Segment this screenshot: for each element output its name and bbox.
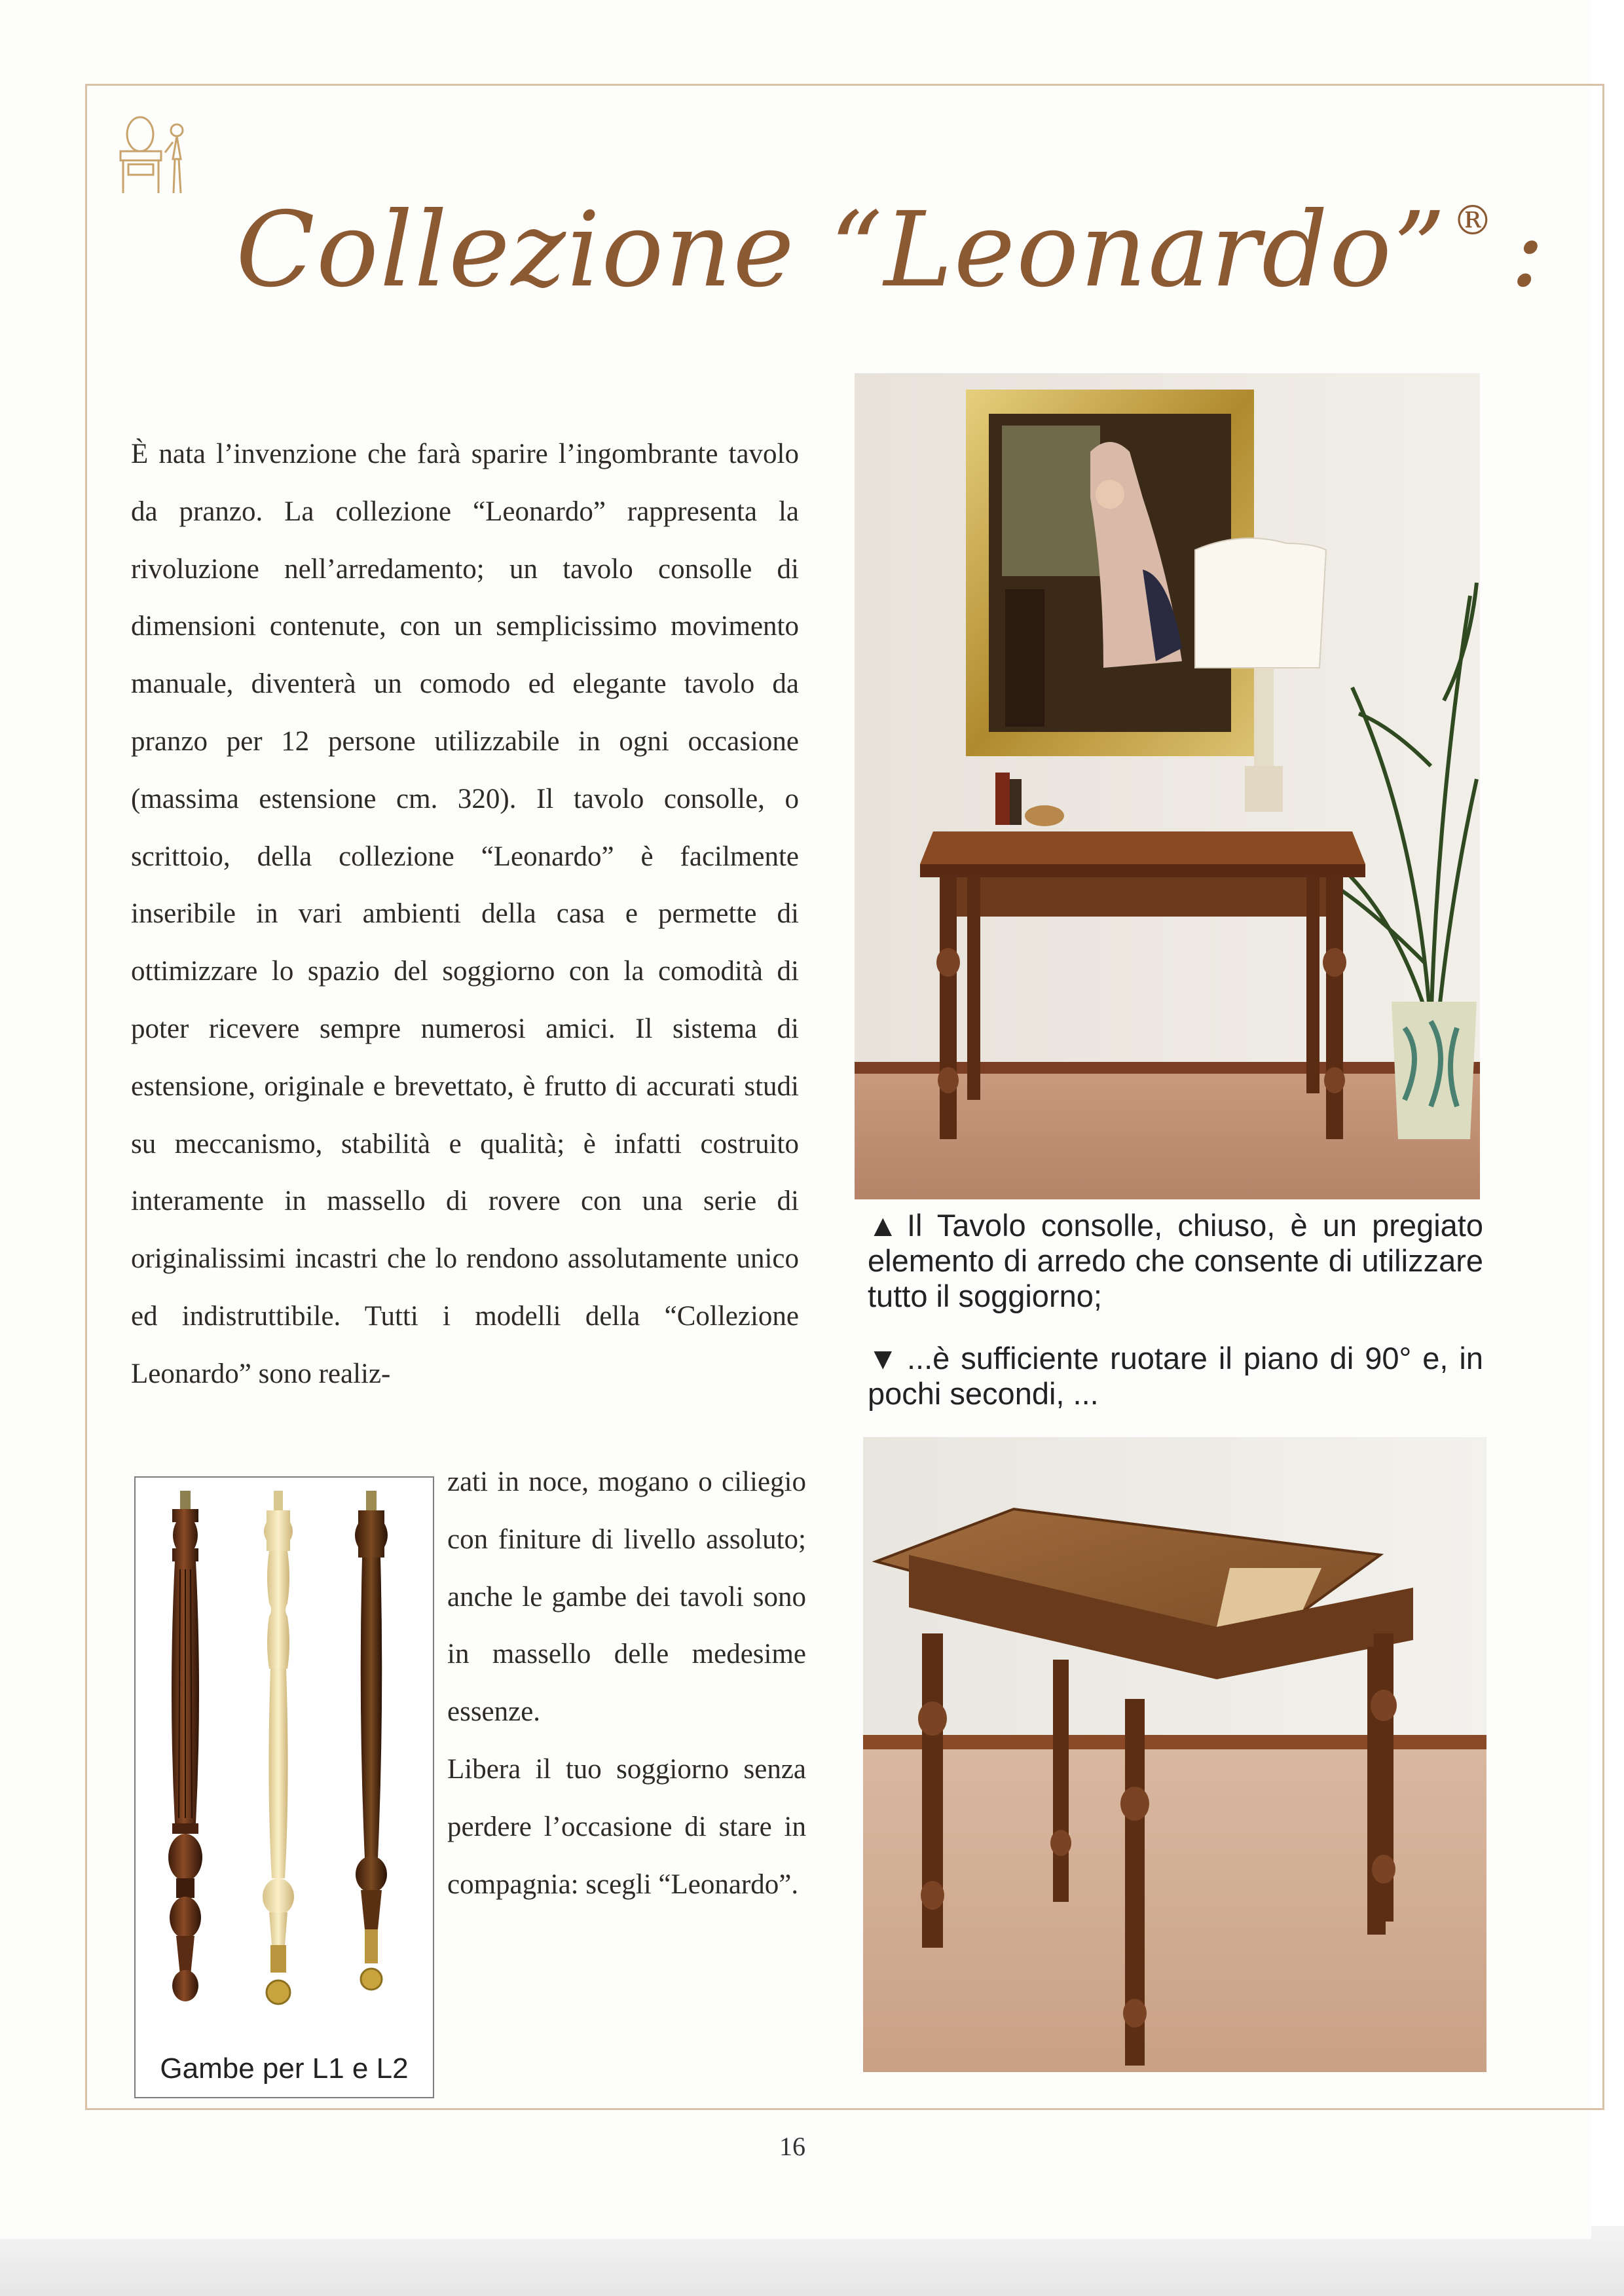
page-number: 16 [779, 2132, 805, 2161]
body-paragraph: È nata l’invenzione che farà sparire l’ingombrante tavolo da pranzo. La collezione “Leonardo” rappresenta la rivoluzione nell’arredamento; un tavolo consolle di dimensioni contenute, con un semplicissimo movimento manuale, diventerà un comodo ed elegante tavolo da pranzo per 12 persone utilizzabile in ogni occasione (massima estensione cm. 320). Il tavolo consolle, o scrittoio, della collezione “Leonardo” è facilmente inseribile in vari ambienti della casa e permette di ottimizzare lo spazio del soggiorno con la comodità di poter ricevere sempre numerosi amici. Il sistema di estensione, originale e brevettato, è frutto di accurati studi su meccanismo, stabilità e qualità; è infatti costruito interamente in massello di rovere con una serie di originalissimi incastri che lo rendono assolutamente unico ed indistruttibile. Tutti i modelli della “Collezione Leonardo” sono realiz- [131, 439, 799, 1389]
leg-fluted [168, 1491, 202, 2001]
registered-mark: ® [1452, 196, 1494, 244]
books [995, 773, 1010, 825]
ceramic-pot [1392, 1002, 1477, 1139]
caption-rotate-text: ...è sufficiente ruotare il piano di 90° e, in pochi secondi, ... [868, 1341, 1483, 1411]
table-legs-figure [134, 1476, 434, 2098]
photo-console-closed [855, 373, 1480, 1199]
body-text-column [131, 426, 799, 1403]
caption-closed-console [868, 1208, 1483, 1314]
leg-natural-wood [263, 1491, 294, 2004]
title-text: Collezione “Leonardo” [236, 190, 1447, 310]
table-legs-illustration [136, 1478, 435, 2067]
wrap-paragraph-1: zati in noce, mogano o ciliegio con finiture di livello assoluto; anche le gambe dei tavoli sono in massello delle medesime essenze. [447, 1467, 806, 1728]
title-colon: : [1509, 190, 1547, 310]
wrap-text-column [447, 1453, 806, 1913]
leg-dark-wood [355, 1491, 388, 1990]
collection-logo [113, 108, 198, 200]
figurine [1025, 805, 1064, 826]
wrap-paragraph-2: Libera il tuo soggiorno senza perdere l’occasione di stare in compagnia: scegli “Leonardo”. [447, 1753, 806, 1900]
legs-caption: Gambe per L1 e L2 [160, 2052, 409, 2085]
caption-rotate-top [868, 1341, 1483, 1412]
page-title [236, 190, 1547, 314]
caption-closed-text: Il Tavolo consolle, chiuso, è un pregiato elemento di arredo che consente di utilizzare tutto il soggiorno; [868, 1208, 1483, 1313]
photo-console-rotating [863, 1437, 1486, 2072]
triangle-up-icon: ▲ [868, 1208, 898, 1243]
triangle-down-icon: ▼ [868, 1341, 898, 1376]
